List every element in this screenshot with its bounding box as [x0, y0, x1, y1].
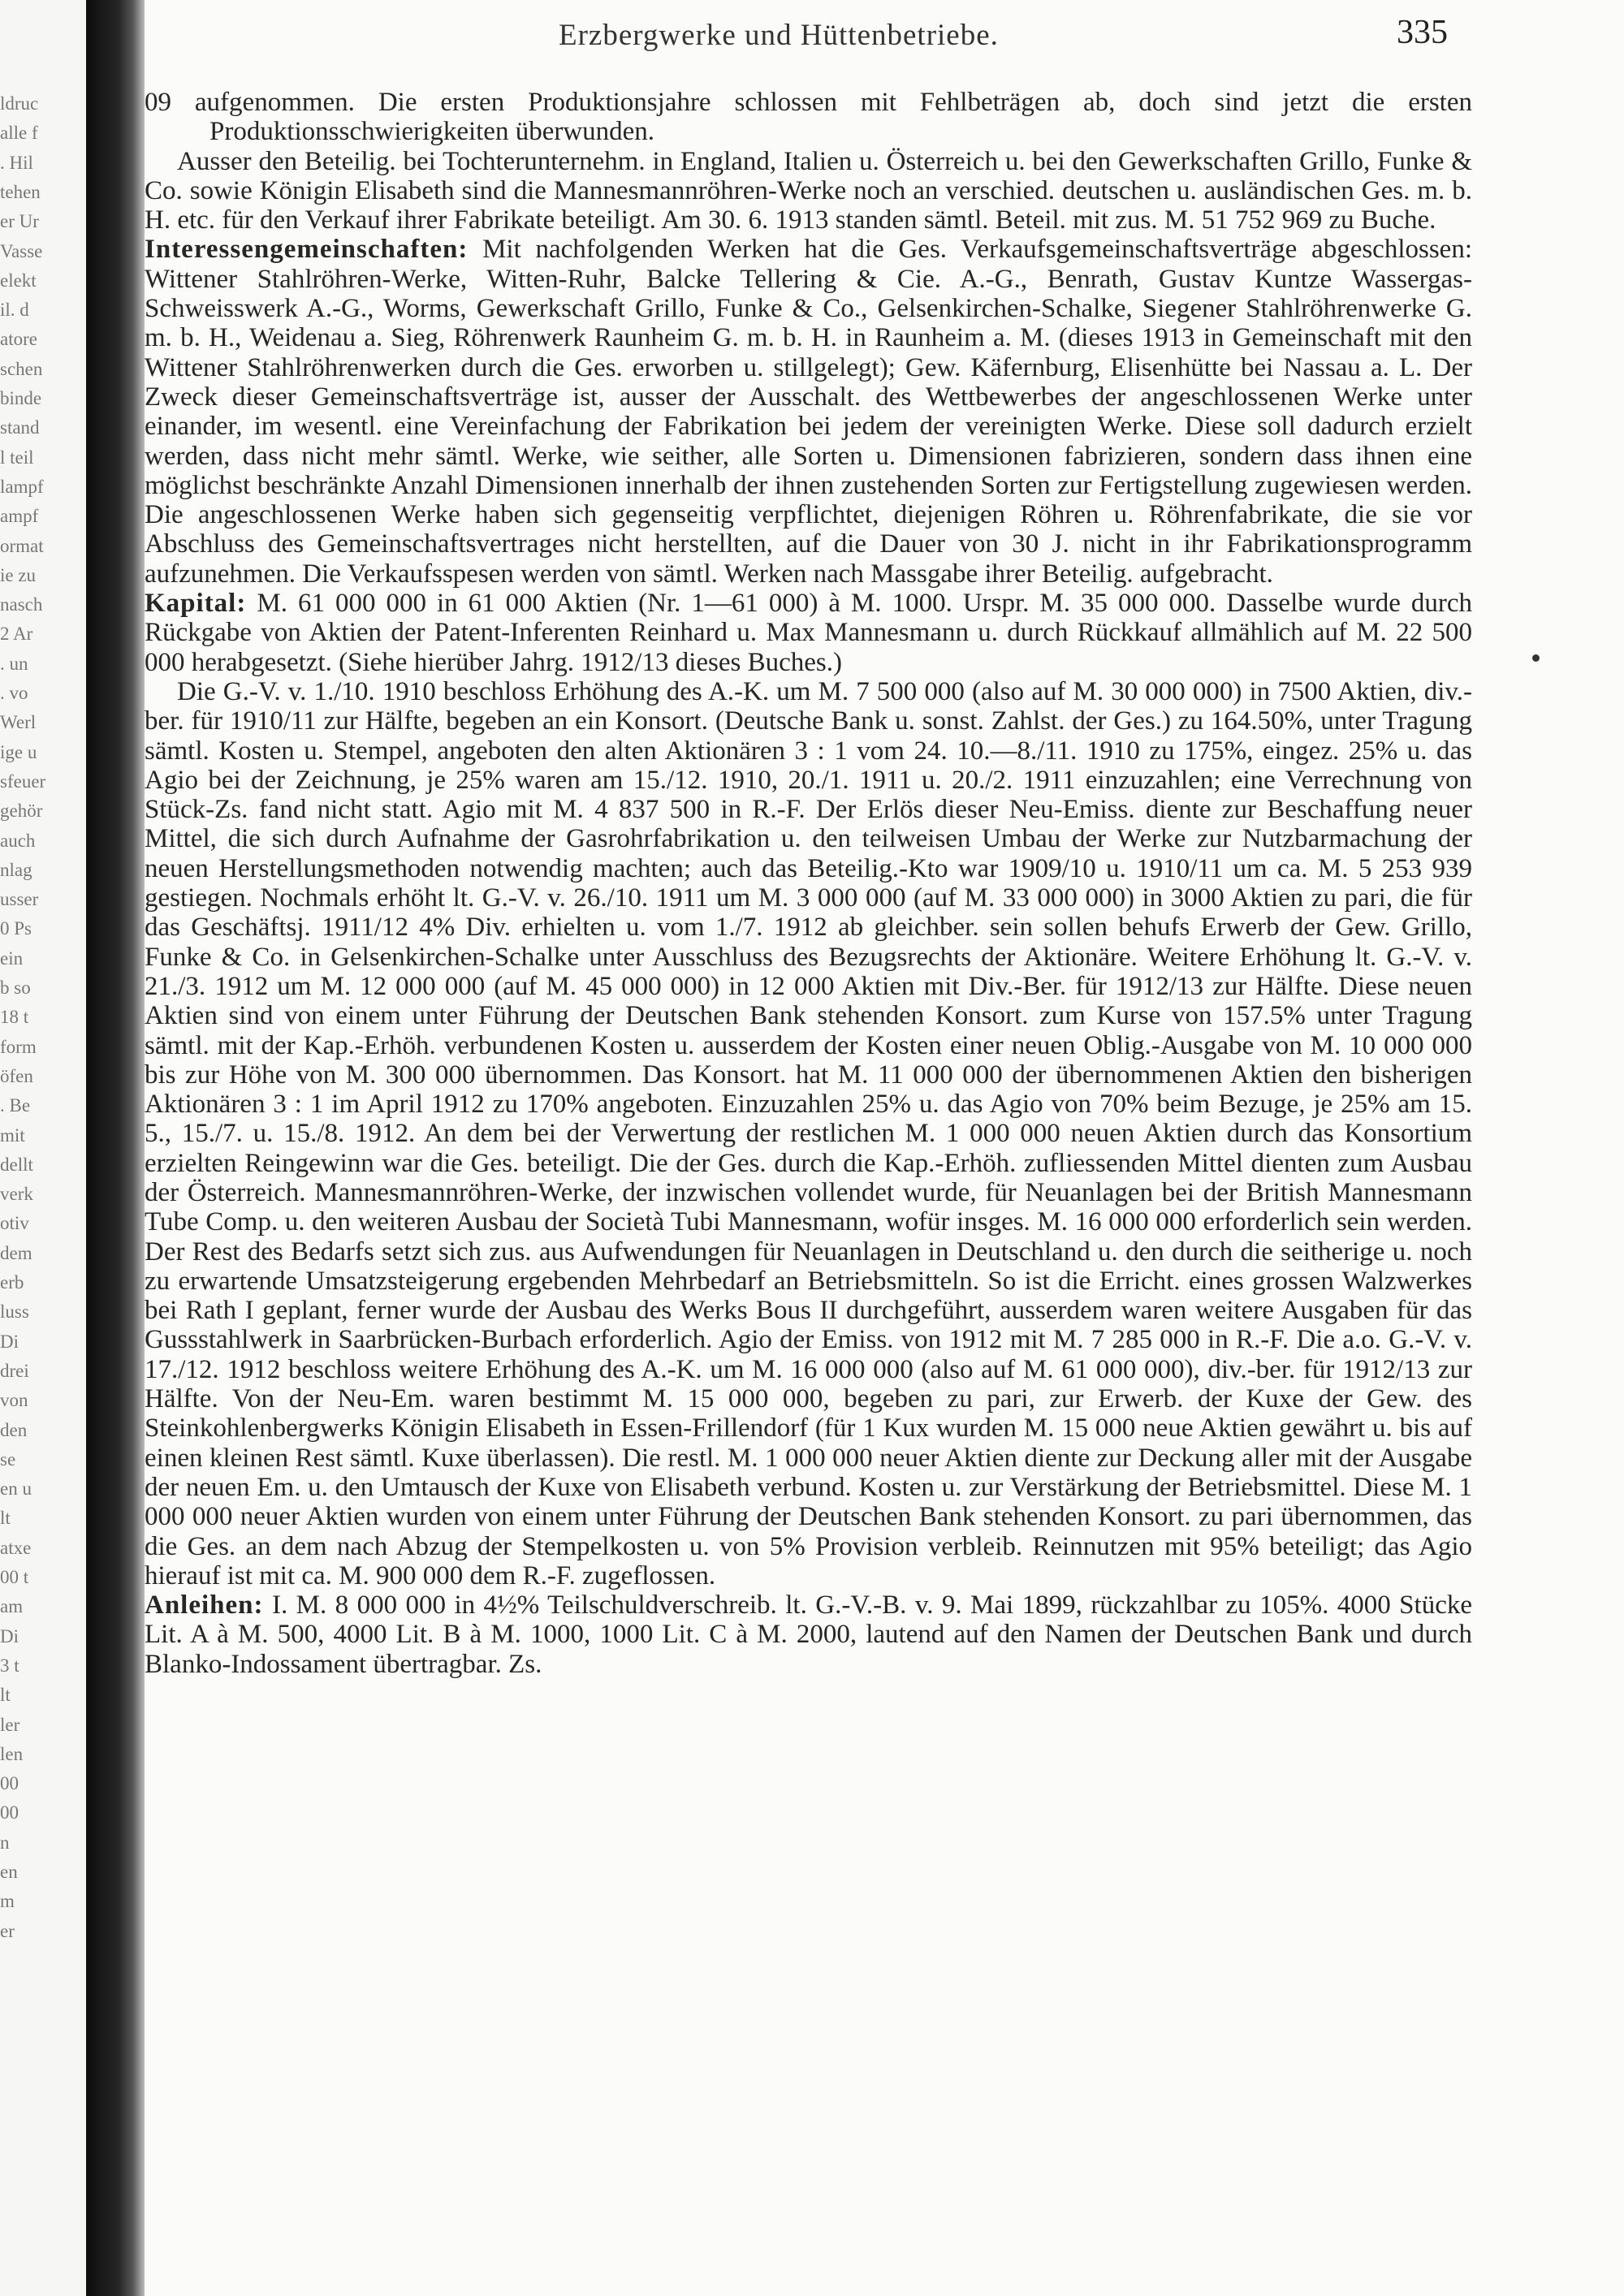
gutter-fragment: atore	[0, 329, 37, 350]
gutter-fragment: gehör	[0, 801, 43, 822]
gutter-fragment: 3 t	[0, 1655, 19, 1676]
gutter-fragment: 0 Ps	[0, 918, 32, 939]
gutter-fragment: l teil	[0, 447, 34, 468]
gutter-fragment: ie zu	[0, 564, 37, 585]
gutter-fragment: nasch	[0, 594, 43, 615]
gutter-fragment: ampf	[0, 506, 39, 527]
gutter-fragment: ldruc	[0, 93, 39, 114]
gutter-fragment: 18 t	[0, 1007, 29, 1028]
gutter-fragment: mit	[0, 1124, 25, 1146]
gutter-fragment: Vasse	[0, 240, 43, 261]
gutter-fragment: elekt	[0, 270, 37, 291]
gutter-fragment: Werl	[0, 712, 37, 733]
gutter-fragment: dem	[0, 1242, 32, 1263]
gutter-fragment: den	[0, 1419, 28, 1440]
gutter-fragment: nlag	[0, 859, 32, 880]
gutter-fragment: dellt	[0, 1154, 33, 1175]
paragraph-text: Mit nachfolgenden Werken hat die Ges. Verkaufsgemeinschaftsverträge abgeschlossen: Wittener Stahlröhren-Werke, Witten-Ruhr, Balcke Tellering & Cie. A.-G., Benrath, Gustav Kuntze Wassergas-Schweisswerk A.-G., Worms, Gewerkschaft Grillo, Funke & Co., Gelsenkirchen-Schalke, Siegener Stahlröhrenwerke G. m. b. H., Weidenau a. Sieg, Röhrenwerk Raunheim G. m. b. H. in Raunheim a. M. (dieses 1913 in Gemeinschaft mit den Wittener Stahlröhrenwerken durch die Ges. erworben u. stillgelegt); Gew. Käfernburg, Elisenhütte bei Nassau a. L. Der Zweck dieser Gemeinschaftsverträge ist, ausser der Ausschalt. des Wettbewerbes der angeschlossenen Werke unter einander, im wesentl. eine Vereinfachung der Fabrikation bei jedem der vereinigten Werke. Diese soll dadurch erzielt werden, dass nicht mehr sämtl. Werke, wie seither, alle Sorten u. Dimensionen fabrizieren, sondern dass ihnen eine möglichst beschränkte Anzahl Dimensionen innerhalb der ihnen zustehenden Sorten zur Fertigstellung zugewiesen werden. Die angeschlossenen Werke haben sich gegenseitig verpflichtet, diejenigen Röhren u. Röhrenfabrikate, die sie vor Abschluss des Gemeinschaftsvertrages nicht herstellten, auf die Dauer von 30 J. nicht in ihr Fabrikationsprogramm aufzunehmen. Die Verkaufsspesen werden von sämtl. Werken nach Massgabe ihrer Beteilig. aufgebracht.	[145, 235, 1472, 589]
gutter-fragment: en u	[0, 1478, 32, 1500]
section-label: Kapital:	[145, 589, 247, 619]
paragraph	[145, 677, 1472, 1590]
gutter-fragment: binde	[0, 388, 42, 408]
gutter-fragment: il. d	[0, 300, 29, 321]
gutter-fragment: stand	[0, 417, 40, 438]
gutter-fragment: drei	[0, 1360, 29, 1381]
paragraph	[145, 88, 1472, 147]
gutter-fragment: en	[0, 1862, 18, 1882]
gutter-fragment: len	[0, 1743, 24, 1764]
gutter-fragment: erb	[0, 1272, 24, 1293]
gutter-fragment: n	[0, 1832, 10, 1853]
paragraph-text: Die G.-V. v. 1./10. 1910 beschloss Erhöhung des A.-K. um M. 7 500 000 (also auf M. 30 000 000) in 7500 Aktien, div.-ber. für 1910/11 zur Hälfte, begeben an ein Konsort. (Deutsche Bank u. sonst. Zahlst. der Ges.) zu 164.50%, unter Tragung sämtl. Kosten u. Stempel, angeboten den alten Aktionären 3 : 1 vom 24. 10.—8./11. 1910 zu 175%, eingez. 25% u. das Agio bei der Zeichnung, je 25% waren am 15./12. 1910, 20./1. 1911 u. 20./2. 1911 einzuzahlen; eine Verrechnung von Stück-Zs. fand nicht statt. Agio mit M. 4 837 500 in R.-F. Der Erlös dieser Neu-Emiss. diente zur Beschaffung neuer Mittel, die sich durch Aufnahme der Gasrohrfabrikation u. den teilweisen Umbau der Werke zur Nutzbarmachung der neuen Herstellungsmethoden notwendig machten; auch das Beteilig.-Kto war 1909/10 u. 1910/11 um ca. M. 5 253 939 gestiegen. Nochmals erhöht lt. G.-V. v. 26./10. 1911 um M. 3 000 000 (auf M. 33 000 000) in 3000 Aktien zu pari, die für das Geschäftsj. 1911/12 4% Div. erhielten u. vom 1./7. 1912 ab gleichber. sein sollen behufs Erwerb der Gew. Grillo, Funke & Co. in Gelsenkirchen-Schalke unter Ausschluss des Bezugsrechts der Aktionäre. Weitere Erhöhung lt. G.-V. v. 21./3. 1912 um M. 12 000 000 (auf M. 45 000 000) in 12 000 Aktien mit Div.-Ber. für 1912/13 zur Hälfte. Diese neuen Aktien sind von einem unter Führung der Deutschen Bank stehenden Konsort. zum Kurse von 157.5% unter Tragung sämtl. mit der Kap.-Erhöh. verbundenen Kosten u. ausserdem der Kosten einer neuen Oblig.-Ausgabe von M. 10 000 000 bis zur Höhe von M. 300 000 übernommen. Das Konsort. hat M. 11 000 000 der übernommenen Aktien den bisherigen Aktionären 3 : 1 im April 1912 zu 170% angeboten. Einzuzahlen 25% u. das Agio von 70% beim Bezuge, je 25% am 15. 5., 15./7. u. 15./8. 1912. An dem bei der Verwertung der restlichen M. 1 000 000 neuen Aktien durch das Konsortium erzielten Reingewinn war die Ges. beteiligt. Die der Ges. durch die Kap.-Erhöh. zufliessenden Mittel dienten zum Ausbau der Österreich. Mannesmannröhren-Werke, der inzwischen vollendet wurde, für Neuanlagen bei der British Mannesmann Tube Comp. u. den weiteren Ausbau der Società Tubi Mannesmann, wofür insges. M. 16 000 000 erforderlich sein werden. Der Rest des Bedarfs setzt sich zus. aus Aufwendungen für Neuanlagen in Deutschland u. den durch die seitherige u. noch zu erwartende Umsatzsteigerung ergebenden Mehrbedarf an Betriebsmitteln. So ist die Erricht. eines grossen Walzwerkes bei Rath I geplant, ferner wurde der Ausbau des Werks Bous II durchgeführt, ausserdem waren weitere Ausgaben für das Gussstahlwerk in Saarbrücken-Burbach erforderlich. Agio der Emiss. von 1912 mit M. 7 285 000 in R.-F. Die a.o. G.-V. v. 17./12. 1912 beschloss weitere Erhöhung des A.-K. um M. 16 000 000 (also auf M. 61 000 000), div.-ber. für 1912/13 zur Hälfte. Von der Neu-Em. waren bestimmt M. 15 000 000, begeben zu pari, zur Erwerb. der Kuxe der Gew. des Steinkohlenbergwerks Königin Elisabeth in Essen-Frillendorf (für 1 Kux wurden M. 15 000 neue Aktien gewährt u. bis auf einen kleinen Rest sämtl. Kuxe überlassen). Die restl. M. 1 000 000 neuer Aktien diente zur Deckung aller mit der Ausgabe der neuen Em. u. den Umtausch der Kuxe von Elisabeth verbund. Kosten u. zur Verstärkung der Betriebsmittel. Diese M. 1 000 000 neuer Aktien wurden von einem unter Führung der Deutschen Bank stehenden Konsort. zu pari übernommen, das die Ges. an dem nach Abzug der Stempelkosten u. von 5% Provision verbleib. Reinnutzen mit 95% beteiligt; das Agio hierauf ist mit ca. M. 900 000 dem R.-F. zugeflossen.	[145, 676, 1472, 1590]
gutter-fragment: auch	[0, 830, 36, 851]
gutter-fragment: schen	[0, 358, 43, 379]
book-spine-shadow	[86, 0, 145, 2296]
gutter-fragment: m	[0, 1891, 15, 1912]
gutter-fragment: se	[0, 1448, 16, 1470]
section-label: Interessengemeinschaften:	[145, 235, 469, 265]
gutter-fragment: lt	[0, 1685, 11, 1706]
paragraph	[145, 147, 1472, 235]
gutter-fragment: 00	[0, 1773, 19, 1794]
adjacent-page-fragment	[0, 0, 86, 2296]
paragraph-text: 09 aufgenommen. Die ersten Produktionsjahre schlossen mit Fehlbeträgen ab, doch sind jetzt die ersten Produktionsschwierigkeiten überwunden.	[145, 88, 1472, 147]
paragraph-text: M. 61 000 000 in 61 000 Aktien (Nr. 1—61 000) à M. 1000. Urspr. M. 35 000 000. Dasselbe wurde durch Rückgabe von Aktien der Patent-Inferenten Reinhard u. Max Mannesmann u. durch Rückkauf allmählich auf M. 22 500 000 herabgesetzt. (Siehe hierüber Jahrg. 1912/13 dieses Buches.)	[145, 589, 1473, 677]
gutter-fragment: otiv	[0, 1213, 29, 1234]
gutter-fragment: alle f	[0, 123, 38, 144]
gutter-fragment: lampf	[0, 476, 44, 497]
section-label: Anleihen:	[145, 1590, 264, 1621]
gutter-fragment: ler	[0, 1714, 20, 1735]
gutter-fragment: öfen	[0, 1065, 33, 1086]
gutter-fragment: von	[0, 1390, 28, 1411]
gutter-fragment: Di	[0, 1331, 19, 1352]
body-text	[145, 88, 1472, 1679]
gutter-fragment: usser	[0, 889, 39, 910]
gutter-fragment: ige u	[0, 741, 37, 762]
gutter-fragment: lt	[0, 1508, 11, 1529]
gutter-fragment: sfeuer	[0, 770, 46, 792]
page-header	[145, 13, 1624, 54]
gutter-fragment: er Ur	[0, 211, 39, 232]
gutter-fragment: atxe	[0, 1537, 32, 1558]
gutter-fragment: . Hil	[0, 152, 33, 173]
gutter-fragment: 00	[0, 1802, 19, 1823]
gutter-fragment: 2 Ar	[0, 624, 33, 645]
gutter-fragment: er	[0, 1920, 15, 1941]
gutter-fragment: . vo	[0, 683, 28, 703]
gutter-fragment: b so	[0, 978, 31, 998]
gutter-fragment: form	[0, 1036, 37, 1057]
paragraph-interessengemeinschaften	[145, 235, 1472, 589]
gutter-fragment: . Be	[0, 1095, 31, 1116]
gutter-fragment: verk	[0, 1184, 33, 1205]
gutter-fragment: . un	[0, 653, 28, 674]
gutter-fragment: luss	[0, 1301, 29, 1323]
ink-speck	[1532, 654, 1540, 662]
gutter-fragment: Di	[0, 1625, 19, 1646]
page-number: 335	[1397, 14, 1448, 51]
paragraph-text: I. M. 8 000 000 in 4½% Teilschuldverschreib. lt. G.-V.-B. v. 9. Mai 1899, rückzahlbar zu 105%. 4000 Stücke Lit. A à M. 500, 4000 Lit. B à M. 1000, 1000 Lit. C à M. 2000, lautend auf den Namen der Deutschen Bank und durch Blanko-Indossament übertragbar. Zs.	[145, 1590, 1472, 1679]
gutter-fragment: ormat	[0, 535, 44, 556]
paragraph-kapital	[145, 589, 1472, 677]
gutter-fragment: ein	[0, 947, 24, 969]
paragraph-anleihen	[145, 1590, 1472, 1679]
paragraph-text: Ausser den Beteilig. bei Tochterunternehm. in England, Italien u. Österreich u. bei den Gewerkschaften Grillo, Funke & Co. sowie Königin Elisabeth sind die Mannesmannröhren-Werke noch an verschied. deutschen u. ausländischen Ges. m. b. H. etc. für den Verkauf ihrer Fabrikate beteiligt. Am 30. 6. 1913 standen sämtl. Beteil. mit zus. M. 51 752 969 zu Buche.	[145, 146, 1472, 235]
gutter-fragment: am	[0, 1596, 24, 1617]
gutter-fragment: tehen	[0, 181, 41, 202]
running-title: Erzbergwerke und Hüttenbetriebe.	[559, 19, 999, 52]
gutter-fragment: 00 t	[0, 1567, 29, 1587]
